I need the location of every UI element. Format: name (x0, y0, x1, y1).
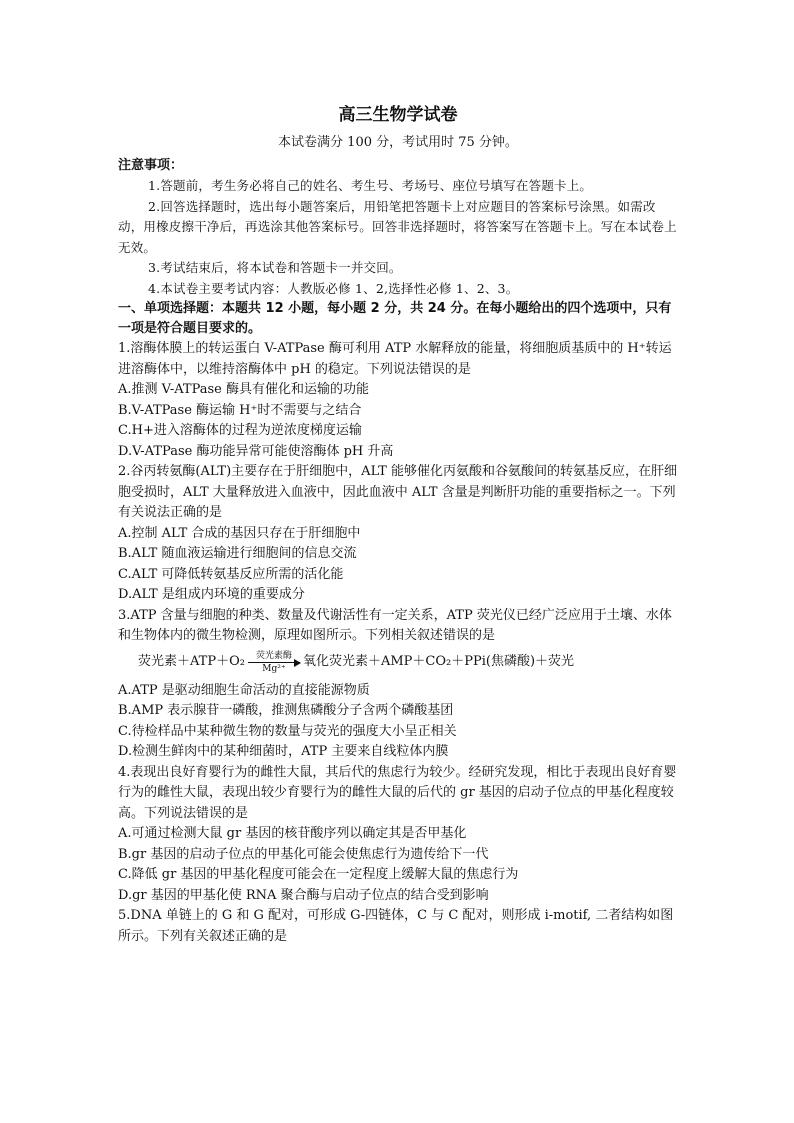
option-a: A.ATP 是驱动细胞生命活动的直接能源物质 (118, 682, 370, 698)
question-stem: 4.表现出良好育婴行为的雌性大鼠，其后代的焦虑行为较少。经研究发现，相比于表现出良好育婴行为的雌性大鼠，表现出较少育婴行为的雌性大鼠的后代的 gr 基因的启动子位点的甲基化程度较高。下列说法错误的是 (118, 764, 677, 821)
option-a: A.推测 V-ATPase 酶具有催化和运输的功能 (118, 382, 369, 397)
question-stem: 3.ATP 含量与细胞的种类、数量及代谢活性有一定关系，ATP 荧光仪已经广泛应用于土壤、水体和生物体内的微生物检测，原理如图所示。下列相关叙述错误的是 (118, 607, 672, 643)
question-2 (118, 462, 678, 606)
notice-item: 1.答题前，考生务必将自己的姓名、考生号、考场号、座位号填写在答题卡上。 (148, 178, 593, 193)
question-3 (118, 606, 678, 763)
option-c: C.ALT 可降低转氨基反应所需的活化能 (118, 566, 344, 582)
notice-item: 2.回答选择题时，选出每小题答案后，用铅笔把答题卡上对应题目的答案标号涂黑。如需改动，用橡皮擦干净后，再选涂其他答案标号。回答非选择题时，将答案写在答题卡上。写在本试卷上无效。 (118, 198, 677, 255)
question-stem: 1.溶酶体膜上的转运蛋白 V-ATPase 酶可利用 ATP 水解释放的能量，将细胞质基质中的 H⁺转运进溶酶体中，以维持溶酶体中 pH 的稳定。下列说法错误的是 (118, 341, 672, 377)
notice-heading: 注意事项： (118, 158, 184, 173)
notice-item: 4.本试卷主要考试内容：人教版必修 1、2,选择性必修 1、2、3。 (148, 280, 519, 296)
page-title: 高三生物学试卷 (338, 105, 458, 125)
notice-item: 3.考试结束后，将本试卷和答题卡一并交回。 (148, 260, 402, 275)
question-4 (118, 763, 678, 907)
option-b: B.ALT 随血液运输进行细胞间的信息交流 (118, 546, 357, 561)
question-stem: 2.谷丙转氨酶(ALT)主要存在于肝细胞中，ALT 能够催化丙氨酸和谷氨酸间的转氨基反应，在肝细胞受损时，ALT 大量释放进入血液中，因此血液中 ALT 含量是判断肝功能的重要指标之一。下列有关说法正确的是 (118, 464, 677, 520)
option-d: D.gr 基因的甲基化使 RNA 聚合酶与启动子位点的结合受到影响 (118, 887, 489, 903)
exam-page (118, 104, 678, 947)
option-a: A.可通过检测大鼠 gr 基因的核苷酸序列以确定其是否甲基化 (118, 826, 467, 841)
question-1 (118, 339, 678, 462)
option-a: A.控制 ALT 合成的基因只存在于肝细胞中 (118, 525, 361, 541)
option-b: B.V-ATPase 酶运输 H⁺时不需要与之结合 (118, 402, 362, 418)
option-c: C.降低 gr 基因的甲基化程度可能会在一定程度上缓解大鼠的焦虑行为 (118, 867, 519, 882)
formula-products: 氧化荧光素＋AMP＋CO₂＋PPi(焦磷酸)＋荧光 (302, 654, 575, 670)
reaction-arrow (248, 651, 300, 674)
question-5 (118, 906, 678, 947)
reaction-formula (138, 649, 678, 677)
option-b: B.AMP 表示腺苷一磷酸，推测焦磷酸分子含两个磷酸基团 (118, 703, 454, 718)
exam-subtitle: 本试卷满分 100 分，考试用时 75 分钟。 (278, 135, 518, 150)
question-stem: 5.DNA 单链上的 G 和 G 配对，可形成 G-四链体，C 与 C 配对，则形成 i-motif, 二者结构如图所示。下列有关叙述正确的是 (118, 908, 674, 944)
option-d: D.ALT 是组成内环境的重要成分 (118, 587, 305, 602)
option-c: C.H+进入溶酶体的过程为逆浓度梯度运输 (118, 423, 362, 438)
enzyme-label: 荧光素酶 (255, 651, 292, 661)
option-d: D.V-ATPase 酶功能异常可能使溶酶体 pH 升高 (118, 443, 394, 459)
option-c: C.待检样品中某种微生物的数量与荧光的强度大小呈正相关 (118, 723, 457, 739)
cofactor-label: Mg²⁺ (262, 664, 286, 674)
option-d: D.检测生鲜肉中的某种细菌时，ATP 主要来自线粒体内膜 (118, 744, 449, 759)
formula-reactants: 荧光素＋ATP＋O₂ (138, 654, 245, 670)
section-title: 一、单项选择题：本题共 12 小题，每小题 2 分，共 24 分。在每小题给出的四个选项中，只有一项是符合题目要求的。 (118, 301, 672, 336)
option-b: B.gr 基因的启动子位点的甲基化可能会使焦虑行为遗传给下一代 (118, 846, 489, 862)
arrow-line (248, 662, 300, 663)
